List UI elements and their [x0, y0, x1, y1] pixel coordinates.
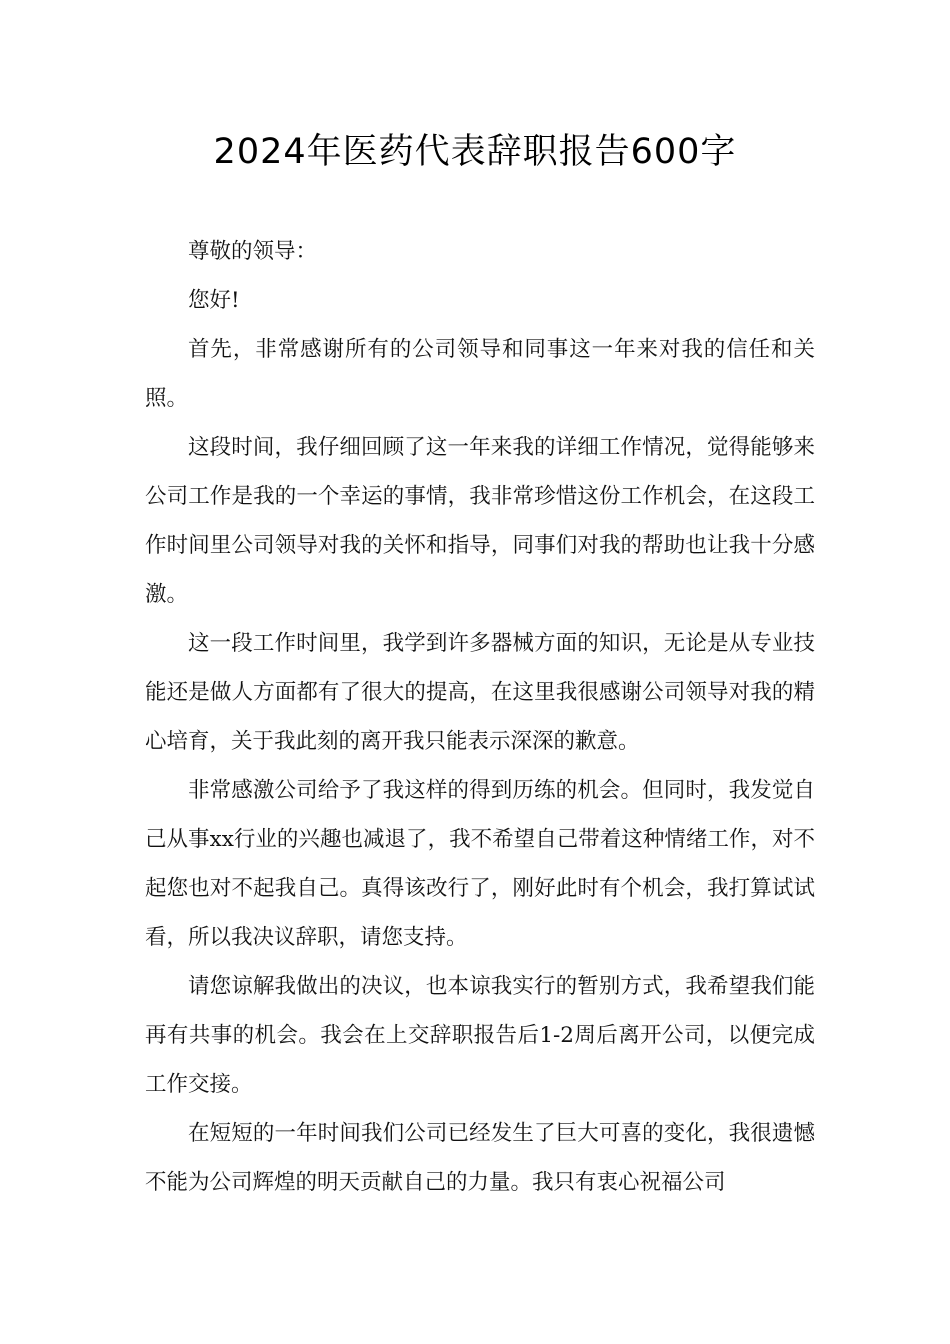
greeting: 您好!	[188, 288, 240, 313]
paragraph: 这一段工作时间里，我学到许多器械方面的知识，无论是从专业技能还是做人方面都有了很大的提高，在这里我很感谢公司领导对我的精心培育，关于我此刻的离开我只能表示深深的歉意。	[145, 631, 815, 754]
document-body	[145, 227, 815, 1207]
paragraph: 请您谅解我做出的决议，也本谅我实行的暂别方式，我希望我们能再有共事的机会。我会在上交辞职报告后1-2周后离开公司，以便完成工作交接。	[145, 974, 815, 1097]
paragraph: 首先，非常感谢所有的公司领导和同事这一年来对我的信任和关照。	[145, 337, 815, 411]
document-title: 2024年医药代表辞职报告600字	[213, 132, 737, 172]
paragraph: 非常感激公司给予了我这样的得到历练的机会。但同时，我发觉自己从事xx行业的兴趣也减退了，我不希望自己带着这种情绪工作，对不起您也对不起我自己。真得该改行了，刚好此时有个机会，我打算试试看，所以我决议辞职，请您支持。	[145, 778, 815, 950]
paragraph: 在短短的一年时间我们公司已经发生了巨大可喜的变化，我很遗憾不能为公司辉煌的明天贡献自己的力量。我只有衷心祝福公司	[145, 1121, 815, 1195]
paragraph: 这段时间，我仔细回顾了这一年来我的详细工作情况，觉得能够来公司工作是我的一个幸运的事情，我非常珍惜这份工作机会，在这段工作时间里公司领导对我的关怀和指导，同事们对我的帮助也让我十分感激。	[145, 435, 815, 607]
salutation: 尊敬的领导：	[188, 239, 318, 264]
